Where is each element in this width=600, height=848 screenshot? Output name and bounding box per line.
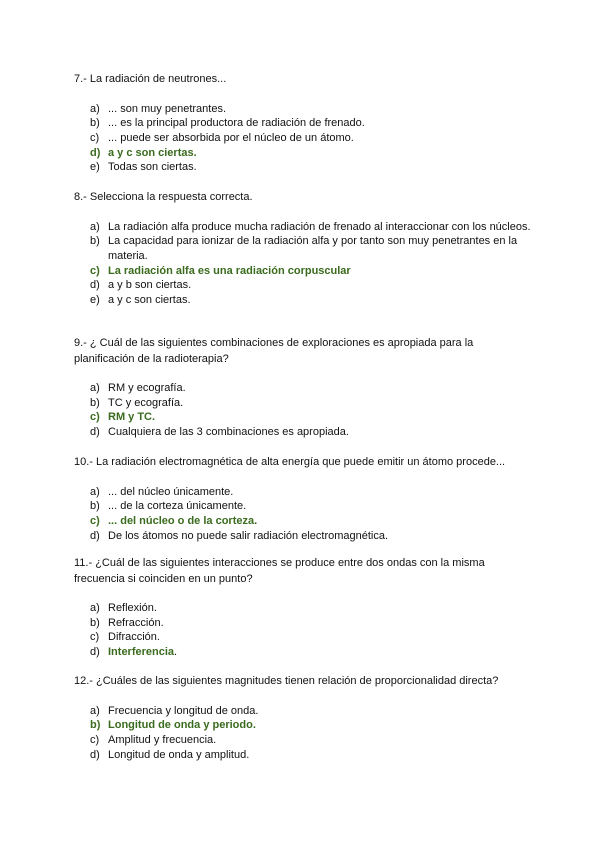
- option-text: RM y ecografía.: [108, 382, 186, 394]
- question-11: [74, 556, 534, 660]
- option-text: ... es la principal productora de radiación de frenado.: [108, 117, 365, 130]
- option-letter: b): [90, 616, 100, 629]
- option-text: ... de la corteza únicamente.: [108, 500, 247, 513]
- question-8: [74, 190, 534, 308]
- option-text: Cualquiera de las 3 combinaciones es apropiada.: [108, 426, 349, 439]
- option-text: Longitud de onda y periodo.: [108, 719, 256, 732]
- option-e: [74, 160, 534, 175]
- option-c: [74, 131, 534, 146]
- question-7: [74, 72, 534, 175]
- option-text: La radiación alfa produce mucha radiación de frenado al interaccionar con los núcleos.: [108, 220, 531, 233]
- option-letter: d): [90, 426, 100, 439]
- option-letter: a): [90, 382, 100, 394]
- option-b: [74, 396, 534, 411]
- question-stem: 9.- ¿ Cuál de las siguientes combinaciones de exploraciones es apropiada para la planificación de la radioterapia?: [74, 337, 474, 365]
- option-text: a y c son ciertas.: [108, 146, 197, 159]
- option-d-correct: [74, 645, 534, 660]
- option-d: [74, 425, 534, 440]
- option-c-correct: [74, 514, 534, 529]
- option-letter: a): [90, 704, 100, 717]
- option-letter: c): [90, 514, 100, 527]
- option-e: [74, 293, 534, 308]
- option-c-correct: [74, 264, 534, 279]
- option-letter: a): [90, 220, 100, 233]
- option-letter: b): [90, 235, 100, 248]
- option-list: [74, 102, 534, 176]
- option-b: [74, 499, 534, 514]
- option-text: ... del núcleo únicamente.: [108, 485, 234, 498]
- option-letter: e): [90, 161, 100, 174]
- option-text: Refracción.: [108, 616, 164, 629]
- question-12: [74, 674, 534, 762]
- option-list: [74, 704, 534, 763]
- option-d-correct: [74, 146, 534, 161]
- option-letter: b): [90, 396, 100, 409]
- question-stem: 8.- Selecciona la respuesta correcta.: [74, 191, 253, 203]
- option-letter: c): [90, 631, 100, 644]
- option-text: De los átomos no puede salir radiación electromagnética.: [108, 529, 389, 542]
- option-a: [74, 220, 534, 235]
- option-letter: d): [90, 279, 100, 292]
- option-b: [74, 234, 534, 263]
- option-letter: e): [90, 294, 100, 307]
- option-b: [74, 616, 534, 631]
- option-text: a y b son ciertas.: [108, 279, 192, 292]
- option-d: [74, 278, 534, 293]
- option-list: [74, 485, 534, 544]
- option-b: [74, 116, 534, 131]
- question-stem: 11.- ¿Cuál de las siguientes interacciones se produce entre dos ondas con la misma frecuencia si coinciden en un punto?: [74, 557, 485, 585]
- answer-period: .: [174, 646, 178, 659]
- option-a: [74, 704, 534, 719]
- option-c: [74, 630, 534, 645]
- option-text: ... puede ser absorbida por el núcleo de un átomo.: [108, 131, 354, 144]
- option-letter: d): [90, 646, 100, 659]
- option-b-correct: [74, 718, 534, 733]
- option-letter: c): [90, 733, 100, 746]
- option-letter: c): [90, 131, 100, 144]
- option-d: [74, 748, 534, 763]
- correct-answer-text: Interferencia: [108, 646, 175, 659]
- option-text: Difracción.: [108, 631, 160, 644]
- option-text: RM y TC.: [108, 411, 156, 424]
- option-text: ... del núcleo o de la corteza.: [108, 514, 258, 527]
- question-stem: 10.- La radiación electromagnética de alta energía que puede emitir un átomo procede...: [74, 456, 506, 468]
- option-text: [108, 645, 534, 660]
- option-text: Reflexión.: [108, 602, 157, 614]
- option-c-correct: [74, 410, 534, 425]
- option-a: [74, 601, 534, 616]
- option-letter: a): [90, 485, 100, 498]
- option-text: Todas son ciertas.: [108, 161, 197, 174]
- option-list: [74, 381, 534, 440]
- option-c: [74, 733, 534, 748]
- option-letter: b): [90, 117, 100, 130]
- option-letter: d): [90, 146, 101, 159]
- question-stem: 7.- La radiación de neutrones...: [74, 73, 227, 85]
- question-9: [74, 336, 534, 440]
- option-letter: d): [90, 748, 100, 761]
- option-list: [74, 220, 534, 308]
- option-letter: a): [90, 602, 100, 614]
- option-letter: c): [90, 264, 100, 277]
- option-letter: c): [90, 411, 100, 424]
- option-letter: b): [90, 719, 101, 732]
- option-text: ... son muy penetrantes.: [108, 102, 227, 115]
- option-text: Longitud de onda y amplitud.: [108, 748, 250, 761]
- question-10: [74, 455, 534, 543]
- option-a: [74, 102, 534, 117]
- option-letter: b): [90, 500, 100, 513]
- option-text: La capacidad para ionizar de la radiación alfa y por tanto son muy penetrantes en la materia.: [108, 235, 518, 262]
- question-stem: 12.- ¿Cuáles de las siguientes magnitudes tienen relación de proporcionalidad directa?: [74, 675, 499, 687]
- option-list: [74, 601, 534, 660]
- option-a: [74, 485, 534, 500]
- option-text: Amplitud y frecuencia.: [108, 733, 217, 746]
- option-text: a y c son ciertas.: [108, 294, 191, 307]
- option-text: TC y ecografía.: [108, 396, 184, 409]
- option-a: [74, 381, 534, 396]
- option-d: [74, 529, 534, 544]
- option-letter: a): [90, 102, 100, 115]
- option-letter: d): [90, 529, 100, 542]
- option-text: Frecuencia y longitud de onda.: [108, 704, 259, 717]
- option-text: La radiación alfa es una radiación corpuscular: [108, 264, 351, 277]
